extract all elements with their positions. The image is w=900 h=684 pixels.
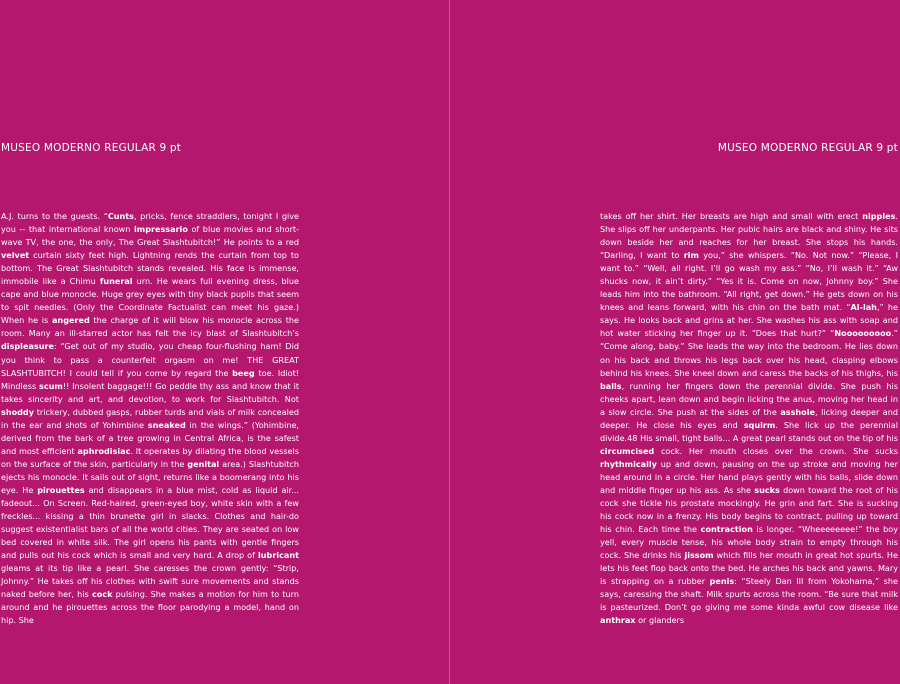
right-body-text xyxy=(600,210,898,628)
text-run: curtain sixty feet high. Lightning rends the curtain from top to bottom. The Great Slashtubitch stands revealed. His face is immense, immobile like a Chimu xyxy=(1,250,299,287)
text-run: up and down, pausing on the up stroke and moving her head around in a circle. Her hand plays gently with his balls, slide down and middle finger up his ass. As she xyxy=(600,458,898,495)
bold-term: shoddy xyxy=(1,406,35,417)
bold-term: cock xyxy=(91,589,113,600)
left-running-head: MUSEO MODERNO REGULAR 9 pt xyxy=(1,142,182,154)
text-run: urn. He wears full evening dress, blue cape and blue monocle. Huge grey eyes with tiny black pupils that seem to spit needles. (Only the Coordinate Factualist can meet his gaze.) When he is xyxy=(1,276,299,326)
text-run: , running her fingers down the perennial divide. She push his cheeks apart, lean down and begin licking the anus, moving her head in a slow circle. She push at the sides of the xyxy=(600,380,898,417)
bold-term: rim xyxy=(683,250,699,261)
bold-term: contraction xyxy=(700,524,753,535)
bold-term: lubricant xyxy=(258,550,299,561)
text-run: A.J. turns to the guests. “ xyxy=(1,211,108,221)
bold-term: nipples xyxy=(862,211,896,221)
text-run: , licking deeper and deeper. He close his eyes and xyxy=(600,406,899,430)
text-run: . She lick up the perennial divide.48 His small, tight balls... A great pearl stands out on the tip of his xyxy=(600,419,898,443)
text-run: you,” she whispers. “No. Not now.” “Please, I want to.” “Well, all right. I’ll go wash my ass.” “No, I’ll wash it.” “Aw shucks now, it ain’t dirty.” “Yes it is. Come on now, Johnny boy.” She leads him into the bathroom. “All right, get down.” He gets down on his knees and leans forward, with his chin on the bath mat. “ xyxy=(600,250,898,313)
bold-term: rhythmically xyxy=(600,458,657,469)
bold-term: pirouettes xyxy=(37,484,85,495)
text-run: gleams at its tip like a pearl. She caresses the crown gently: “Strip, Johnny.” He takes off his clothes with swift sure movements and stands naked before her, his xyxy=(1,563,299,600)
text-run: in the wings.” (Yohimbine, derived from the bark of a tree growing in Central Africa, is the safest and most efficient xyxy=(1,419,299,456)
bold-term: angered xyxy=(51,315,90,326)
bold-term: aphrodisiac xyxy=(77,445,131,456)
text-run: the charge of it will blow his monocle across the room. Many an ill-starred actor has felt the icy blast of Slashtubitch’s xyxy=(1,315,299,339)
left-page xyxy=(0,0,449,684)
text-run: .” “Come along, baby.” She leads the way into the bedroom. He lies down on his back and throws his legs back over his head, clasping elbows behind his knees. She kneel down and caress the backs of his thighs, his xyxy=(600,328,898,378)
bold-term: Cunts xyxy=(107,211,134,221)
text-run: cock. Her mouth closes over the crown. She sucks xyxy=(654,445,898,456)
bold-term: displeasure xyxy=(1,341,54,352)
text-run: toe. Idiot! Mindless xyxy=(1,367,300,391)
text-run: down toward the root of his cock she tickle his prostate mockingly. He grin and fart. She is sucking his cock now in a frenzy. His body begins to contract, pulling up toward his chin. Each time the xyxy=(600,484,898,535)
text-run: !! Insolent baggage!!! Go peddle thy ass and know that it takes sincerity and art, and devotion, to work for Slashtubitch. Not xyxy=(1,380,299,404)
text-run: : “Steely Dan III from Yokohama,” she says, caressing the shaft. Milk spurts across the room. “Be sure that milk is pasteurized. Don’t go giving me some kinda awful cow disease like xyxy=(600,576,898,613)
text-run: . It operates by dilating the blood vessels on the surface of the skin, particularly in the xyxy=(1,445,299,469)
bold-term: jissom xyxy=(684,550,714,561)
text-run: is longer. “Wheeeeeeee!” the boy yell, every muscle tense, his whole body strain to empty through his cock. She drinks his xyxy=(600,524,899,561)
text-run: which fills her mouth in great hot spurts. He lets his feet flop back onto the bed. He arches his back and yawns. Mary is strapping on a rubber xyxy=(600,550,898,587)
bold-term: asshole xyxy=(780,406,815,417)
bold-term: balls xyxy=(600,380,622,391)
right-running-head: MUSEO MODERNO REGULAR 9 pt xyxy=(717,142,898,154)
bold-term: penis xyxy=(709,576,735,587)
text-run: : “Get out of my studio, you cheap four-flushing ham! Did you think to pass a counterfeit orgasm on me! THE GREAT SLASHTUBITCH! I could tell if you come by regard the xyxy=(1,341,299,378)
bold-term: impressario xyxy=(133,224,188,235)
text-run: takes off her shirt. Her breasts are high and small with erect xyxy=(600,211,863,221)
bold-term: scum xyxy=(39,380,63,391)
bold-term: Nooooooooo xyxy=(834,328,892,339)
text-run: or glanders xyxy=(635,615,685,626)
bold-term: squirm xyxy=(743,419,776,430)
text-run: area.) Slashtubitch ejects his monocle. It sails out of sight, returns like a boomerang into his eye. He xyxy=(1,458,299,495)
left-body-text xyxy=(1,210,299,628)
right-page xyxy=(450,0,899,684)
bold-term: anthrax xyxy=(600,615,636,626)
text-run: ,” he says. He looks back and grins at her. She washes his ass with soap and hot water sticking her finger up it. “Does that hurt?” “ xyxy=(600,302,899,339)
bold-term: funeral xyxy=(99,276,133,287)
text-run: , pricks, fence straddlers, tonight I give you -- that international known xyxy=(1,211,300,235)
text-run: trickery, dubbed gasps, rubber turds and vials of milk concealed in the ear and shots of Yohimbine xyxy=(1,406,299,430)
text-run: and disappears in a blue mist, cold as liquid air... fadeout... On Screen. Red-haired, green-eyed boy, white skin with a few freckles... kissing a thin brunette girl in slacks. Clothes and hair-do suggest existentialist bars of all the world cities. They are seated on low bed covered in white silk. The girl opens his pants with gentle fingers and pulls out his cock which is small and very hard. A drop of xyxy=(1,484,299,561)
text-run: of blue movies and short-wave TV, the one, the only, The Great Slashtubitch!” He points to a red xyxy=(1,224,299,248)
bold-term: sucks xyxy=(754,484,780,495)
bold-term: Al-lah xyxy=(850,302,877,313)
bold-term: genital xyxy=(187,458,220,469)
text-run: pulsing. She makes a motion for him to turn around and he pirouettes across the floor parodying a model, hand on hip. She xyxy=(1,589,299,626)
bold-term: sneaked xyxy=(147,419,186,430)
text-run: . She slips off her underpants. Her pubic hairs are black and shiny. He sits down beside her and reaches for her breast. She stops his hands. “Darling, I want to xyxy=(600,211,898,261)
bold-term: beeg xyxy=(232,367,255,378)
bold-term: circumcised xyxy=(600,445,655,456)
bold-term: velvet xyxy=(1,250,30,261)
